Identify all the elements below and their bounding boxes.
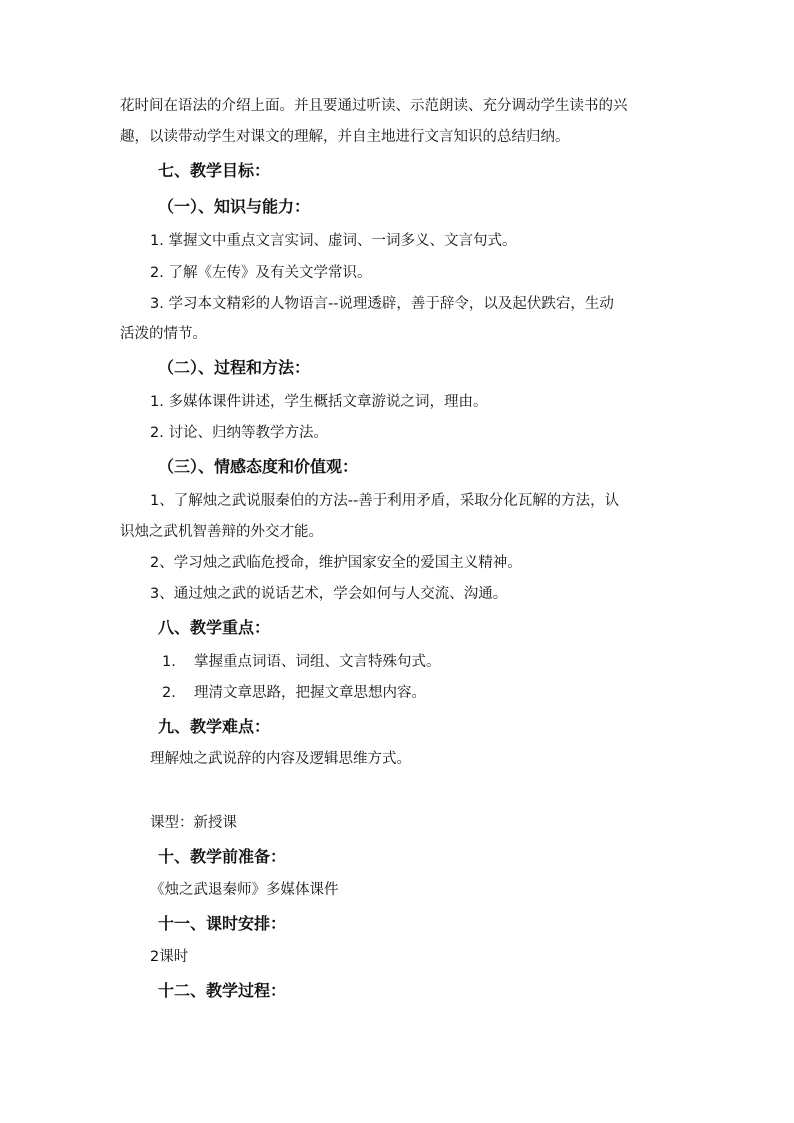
section-8-item-1-text: 掌握重点词语、词组、文言特殊句式。 <box>194 654 441 670</box>
section-7-part-3-item-2: 2、学习烛之武临危授命，维护国家安全的爱国主义精神。 <box>150 555 522 571</box>
section-7-heading: 七、教学目标： <box>158 161 271 180</box>
lesson-type: 课型：新授课 <box>150 815 237 831</box>
section-7-part-1-item-1: 1. 掌握文中重点文言实词、虚词、一词多义、文言句式。 <box>150 233 517 249</box>
section-7-part-1-heading: （一）、知识与能力： <box>158 197 311 216</box>
section-7-part-1-item-3-cont: 活泼的情节。 <box>120 326 207 342</box>
section-8-item-2 <box>162 683 426 703</box>
section-7-part-3-item-1-line-2: 识烛之武机智善辩的外交才能。 <box>120 524 323 540</box>
section-7-part-3-heading: （三）、情感态度和价值观： <box>158 457 359 476</box>
section-8-item-1-number: 1. <box>162 654 176 670</box>
section-8-item-1 <box>162 652 441 672</box>
intro-line-1: 花时间在语法的介绍上面。并且要通过听读、示范朗读、充分调动学生读书的兴 <box>120 98 628 114</box>
section-8-heading: 八、教学重点： <box>158 618 271 637</box>
section-11-heading: 十一、课时安排： <box>158 914 287 933</box>
section-7-part-1-item-2: 2. 了解《左传》及有关文学常识。 <box>150 265 372 281</box>
section-7-part-2-item-1: 1. 多媒体课件讲述，学生概括文章游说之词，理由。 <box>150 394 488 410</box>
section-7-part-3-item-1-line-1: 1、了解烛之武说服秦伯的方法--善于利用矛盾，采取分化瓦解的方法，认 <box>150 493 620 509</box>
section-12-heading: 十二、教学过程： <box>158 981 287 1000</box>
section-10-text: 《烛之武退秦师》多媒体课件 <box>150 882 339 898</box>
intro-line-2: 趣，以读带动学生对课文的理解，并自主地进行文言知识的总结归纳。 <box>120 129 570 145</box>
section-7-part-1-item-3: 3. 学习本文精彩的人物语言--说理透辟，善于辞令，以及起伏跌宕，生动 <box>150 296 614 312</box>
section-9-text: 理解烛之武说辞的内容及逻辑思维方式。 <box>150 751 411 767</box>
section-8-item-2-text: 理清文章思路，把握文章思想内容。 <box>194 685 426 701</box>
section-9-heading: 九、教学难点： <box>158 717 271 736</box>
section-7-part-2-item-2: 2. 讨论、归纳等教学方法。 <box>150 425 328 441</box>
section-8-item-2-number: 2. <box>162 685 176 701</box>
section-7-part-2-heading: （二）、过程和方法： <box>158 358 311 377</box>
section-7-part-3-item-3: 3、通过烛之武的说话艺术，学会如何与人交流、沟通。 <box>150 586 508 602</box>
section-10-heading: 十、教学前准备： <box>158 847 287 866</box>
section-11-text: 2课时 <box>150 949 189 965</box>
